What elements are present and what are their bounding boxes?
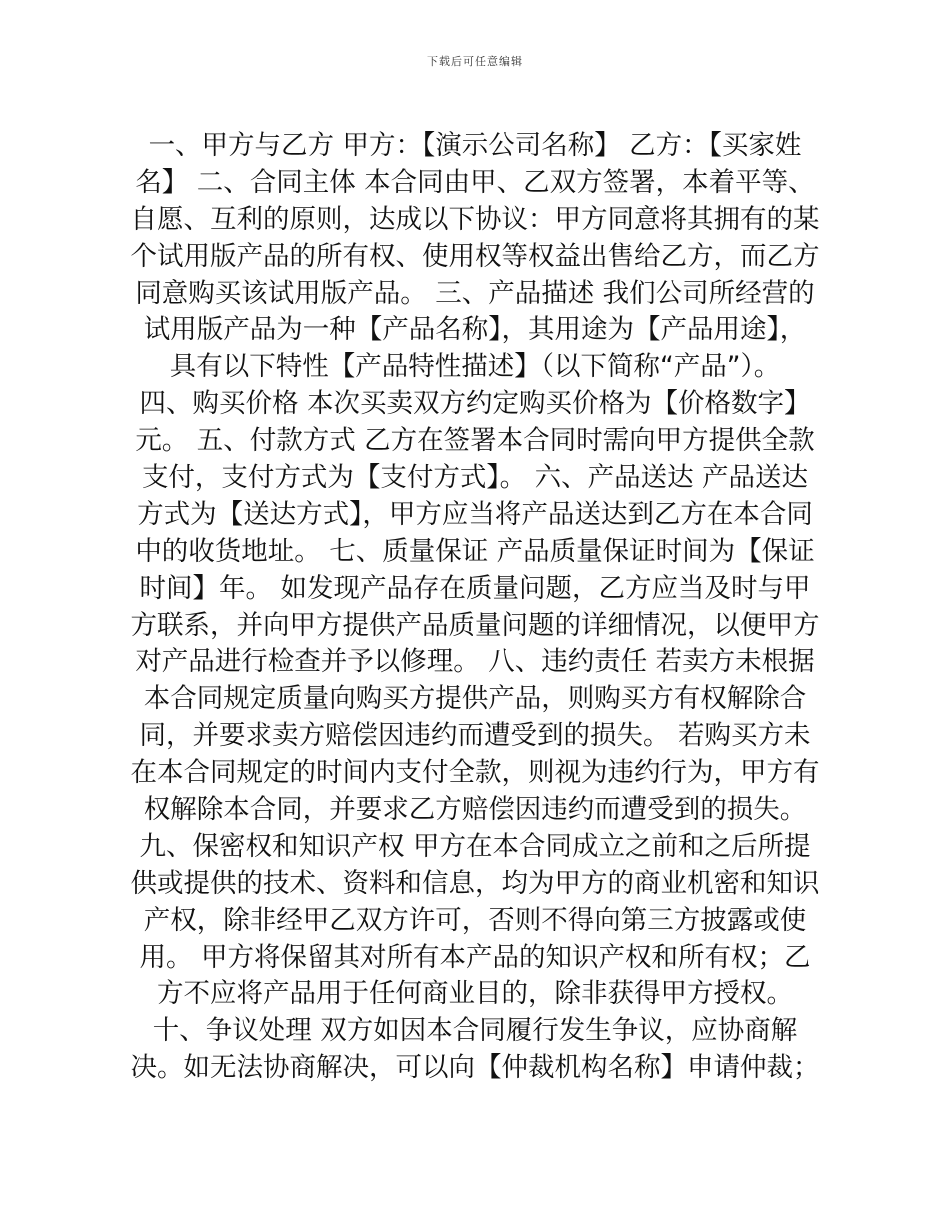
text-line: 方式为【送达方式】，甲方应当将产品送达到乙方在本合同 (137, 498, 813, 530)
text-line: 对产品进行检查并予以修理。 八、违约责任 若卖方未根据 (135, 646, 815, 678)
text-line: 个试用版产品的所有权、使用权等权益出售给乙方，而乙方 (130, 240, 820, 272)
text-line: 试用版产品为一种【产品名称】，其用途为【产品用途】， (143, 314, 807, 346)
text-line: 十、争议处理 双方如因本合同履行发生争议，应协商解 (152, 1015, 798, 1047)
text-line: 用。 甲方将保留其对所有本产品的知识产权和所有权；乙 (139, 941, 811, 973)
text-line: 自愿、互利的原则，达成以下协议：甲方同意将其拥有的某 (130, 203, 820, 235)
text-line: 元。 五、付款方式 乙方在签署本合同时需向甲方提供全款 (135, 425, 815, 457)
text-line: 支付，支付方式为【支付方式】。 六、产品送达 产品送达 (141, 462, 809, 494)
text-line: 九、保密权和知识产权 甲方在本合同成立之前和之后所提 (139, 830, 811, 862)
text-line: 四、购买价格 本次买卖双方约定购买价格为【价格数字】 (139, 388, 811, 420)
text-line: 本合同规定质量向购买方提供产品，则购买方有权解除合 (143, 683, 807, 715)
text-line: 时间】年。 如发现产品存在质量问题，乙方应当及时与甲 (139, 572, 811, 604)
page-header-note: 下载后可任意编辑 (427, 55, 523, 68)
text-line: 同，并要求卖方赔偿因违约而遭受到的损失。 若购买方未 (139, 720, 811, 752)
text-line: 同意购买该试用版产品。 三、产品描述 我们公司所经营的 (135, 277, 815, 309)
text-line: 在本合同规定的时间内支付全款，则视为违约行为，甲方有 (130, 757, 820, 789)
text-line: 方联系，并向甲方提供产品质量问题的详细情况，以便甲方 (130, 609, 820, 641)
text-line: 产权，除非经甲乙双方许可，否则不得向第三方披露或使 (143, 904, 807, 936)
text-line: 名】 二、合同主体 本合同由甲、乙双方签署，本着平等、 (135, 166, 815, 198)
text-line: 一、甲方与乙方 甲方：【演示公司名称】 乙方：【买家姓 (148, 130, 802, 161)
text-line: 方不应将产品用于任何商业目的，除非获得甲方授权。 (157, 978, 793, 1010)
text-line: 中的收货地址。 七、质量保证 产品质量保证时间为【保证 (135, 535, 815, 567)
text-line: 权解除本合同，并要求乙方赔偿因违约而遭受到的损失。 (143, 794, 807, 826)
contract-body (108, 128, 842, 1087)
text-line: 决。如无法协商解决，可以向【仲裁机构名称】申请仲裁； (130, 1052, 820, 1084)
text-line: 供或提供的技术、资料和信息，均为甲方的商业机密和知识 (130, 867, 820, 899)
text-line: 具有以下特性【产品特性描述】（以下简称“产品”）。 (169, 351, 781, 383)
